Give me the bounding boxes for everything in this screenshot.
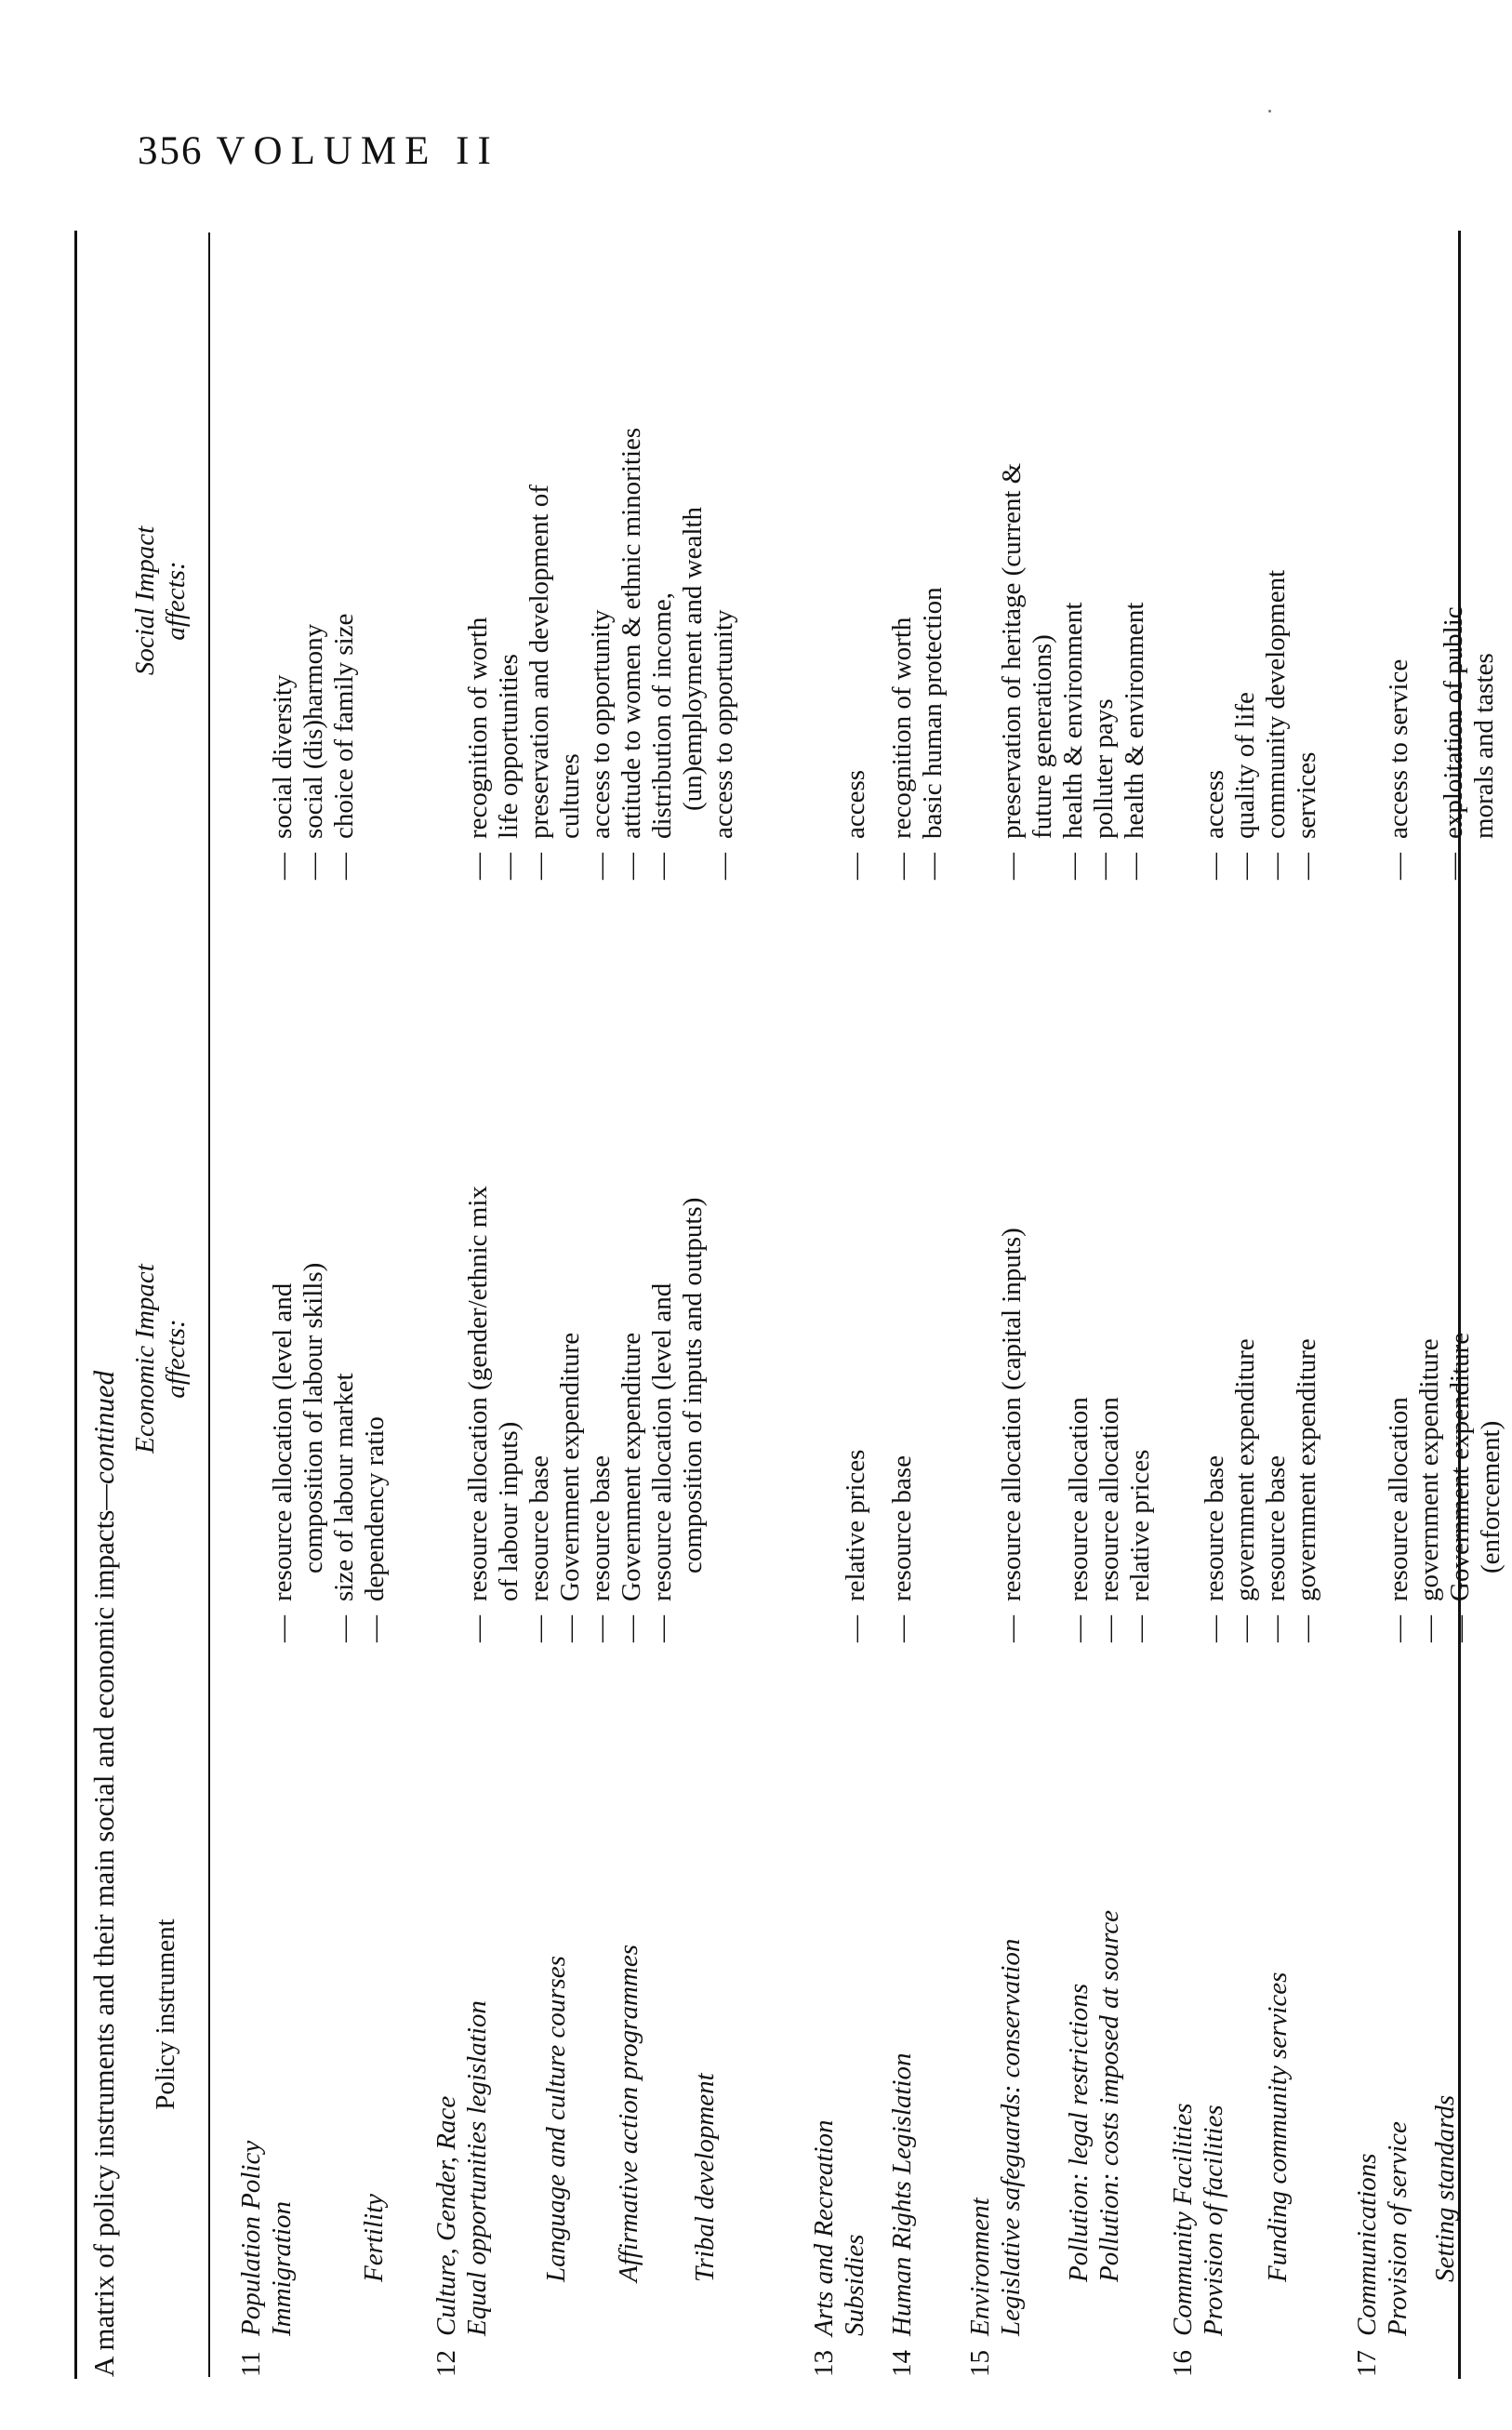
policy-instrument: Immigration [267,2201,297,2336]
economic-item: Government expenditure [555,1332,585,1601]
economic-item: resource base [524,1455,554,1601]
economic-item: government expenditure [1292,1338,1321,1601]
policy-instrument: Language and culture courses [541,1956,571,2282]
policy-12-language [541,1956,572,2377]
policy-instrument: Fertility [359,2193,389,2282]
social-item: basic human protection [918,587,948,839]
column-header-social [130,405,192,796]
column-header-policy [151,1838,181,2191]
section-heading: Culture, Gender, Race [431,2095,461,2336]
section-heading: Human Rights Legislation [887,2052,917,2336]
social-item: social diversity [268,674,298,839]
policy-instrument: Tribal development [690,2073,720,2282]
economic-item: resource allocation (capital inputs) [997,1228,1027,1601]
social-17: —access to service —exploitation of public morals and tastes [1384,606,1499,880]
page-header [138,128,499,174]
policy-17-standards [1430,2095,1461,2377]
economic-17: —resource allocation —government expenditure —Government expenditure (enforcement) [1384,1332,1505,1642]
rotated-table-region [86,232,1505,2377]
policy-header-text: Policy instrument [151,1919,180,2110]
social-16: —access —quality of life —community development —services [1200,569,1321,880]
policy-16 [1168,2104,1229,2378]
economic-11: —resource allocation (level and composition of labour skills) —size of labour market —dependency ratio [268,1262,390,1642]
policy-instrument: Provision of service [1383,2121,1413,2336]
economic-item: resource allocation (level and [268,1282,298,1601]
economic-item: resource base [586,1455,616,1601]
stray-mark [1268,110,1271,113]
caption-text: A matrix of policy instruments and their main social and economic impacts [87,1509,120,2377]
policy-matrix-table [86,232,1505,2377]
social-item: social (dis)harmony [298,623,328,839]
social-item: access [841,769,870,839]
section-heading: Community Facilities [1168,2103,1198,2336]
economic-15: —resource allocation (capital inputs) —resource allocation —resource allocation —relative prices [997,1228,1155,1642]
economic-header-line1: Economic Impact [130,1264,160,1454]
section-heading: Communications [1352,2153,1382,2336]
social-header-line2: affects: [161,561,191,641]
social-item: services [1292,751,1321,839]
social-item: life opportunities [494,654,524,839]
policy-instrument: Affirmative action programmes [614,1945,643,2282]
table-caption [87,1371,121,2377]
social-item: access to service [1384,658,1413,839]
section-number: 11 [236,2351,266,2377]
policy-16-funding [1263,1972,1293,2377]
economic-item: resource allocation [1064,1397,1094,1601]
social-item: distribution of income, [647,592,677,839]
policy-11-fertility [359,2194,390,2377]
social-item: preservation of heritage (current & [997,462,1027,839]
section-heading: Population Policy [236,2140,266,2336]
section-number: 17 [1352,2350,1382,2377]
social-item: polluter pays [1089,698,1119,839]
social-item: recognition of worth [463,617,493,839]
policy-instrument: Pollution: costs imposed at source [1094,1909,1124,2282]
policy-15-pollution [1064,1910,1125,2377]
economic-item: resource base [1200,1455,1229,1601]
economic-item-cont: composition of labour skills) [298,1262,328,1574]
policy-11 [236,2141,298,2377]
policy-instrument: Funding community services [1263,1972,1293,2282]
economic-item: resource allocation [1094,1397,1124,1601]
social-item-cont: cultures [555,753,585,839]
economic-item: size of labour market [329,1373,359,1601]
column-header-economic [130,1140,192,1577]
economic-item: resource allocation (gender/ethnic mix [463,1186,493,1601]
section-heading: Environment [965,2198,995,2336]
policy-12-tribal [690,2073,721,2377]
economic-13: —relative prices [841,1449,870,1642]
economic-14: —resource base [887,1455,917,1642]
social-11: —social diversity —social (dis)harmony —choice of family size [268,613,359,880]
policy-12 [431,2000,493,2377]
economic-item: Government expenditure [1445,1332,1475,1601]
section-heading: Arts and Recreation [809,2119,839,2336]
table-top-rule [74,231,77,2379]
economic-item: resource allocation [1384,1397,1413,1601]
economic-item-cont: of labour inputs) [494,1421,524,1601]
social-item-cont: morals and tastes [1469,653,1499,839]
policy-15 [965,1939,1027,2377]
policy-12-affirmative [614,1945,644,2377]
economic-item: resource allocation (level and [647,1282,677,1601]
social-item: access to opportunity [586,609,616,839]
economic-item: resource base [887,1455,917,1601]
policy-instrument: Legislative safeguards: conservation [996,1938,1026,2336]
policy-instrument: Subsidies [840,2234,869,2336]
policy-instrument: Setting standards [1430,2094,1460,2282]
social-item: health & environment [1120,602,1149,839]
policy-instrument: Provision of facilities [1199,2105,1228,2336]
social-item-cont: (un)employment and wealth [678,507,708,811]
economic-item: relative prices [841,1449,870,1601]
volume-label: VOLUME II [216,129,499,173]
social-item: recognition of worth [887,617,917,839]
header-rule [208,232,210,2377]
economic-item: government expenditure [1230,1338,1260,1601]
social-15: —preservation of heritage (current & future generations) —health & environment —polluter pays —health & environment [997,462,1149,880]
social-item: access to opportunity [709,609,738,839]
social-item: choice of family size [329,613,359,839]
economic-item-cont: composition of inputs and outputs) [678,1197,708,1574]
section-number: 16 [1168,2350,1198,2377]
section-number: 15 [965,2350,995,2377]
economic-item: dependency ratio [360,1416,390,1601]
social-header-line1: Social Impact [130,525,160,676]
policy-14 [887,2052,918,2377]
social-item: access [1200,769,1229,839]
social-13: —access [841,769,870,880]
social-item: health & environment [1058,602,1088,839]
economic-12: —resource allocation (gender/ethnic mix of labour inputs) —resource base —Government expenditure —resource base —Government expenditure —resource allocation (level and composition of inputs and outputs) [463,1186,708,1642]
social-item-cont: future generations) [1028,634,1057,839]
economic-16: —resource base —government expenditure —resource base —government expenditure [1200,1338,1321,1642]
social-item: community development [1261,569,1291,839]
section-number: 14 [887,2350,917,2377]
economic-header-line2: affects: [161,1319,191,1399]
caption-continued: —continued [87,1370,120,1510]
economic-item-cont: (enforcement) [1476,1420,1505,1574]
economic-item: Government expenditure [617,1332,646,1601]
policy-13 [809,2120,870,2378]
policy-17 [1352,2121,1413,2377]
economic-item: government expenditure [1414,1338,1444,1601]
social-item: attitude to women & ethnic minorities [617,427,646,839]
economic-item: relative prices [1125,1449,1155,1601]
policy-instrument: Pollution: legal restrictions [1064,1983,1094,2282]
social-item: quality of life [1230,692,1260,839]
table-bottom-rule [1458,231,1461,2379]
policy-instrument: Equal opportunities legislation [462,2000,492,2336]
section-number: 13 [809,2350,839,2377]
section-number: 12 [431,2350,461,2377]
social-14: —recognition of worth —basic human protection [887,587,948,880]
social-12: —recognition of worth —life opportunities —preservation and development of cultures —access to opportunity —attitude to women & ethnic minorities —distribution of income, (un)employment and wealth —access to opportunity [463,427,738,880]
social-item: exploitation of public [1439,606,1468,839]
page-number: 356 [138,129,204,173]
social-item: preservation and development of [524,485,554,839]
economic-item: resource base [1261,1455,1291,1601]
